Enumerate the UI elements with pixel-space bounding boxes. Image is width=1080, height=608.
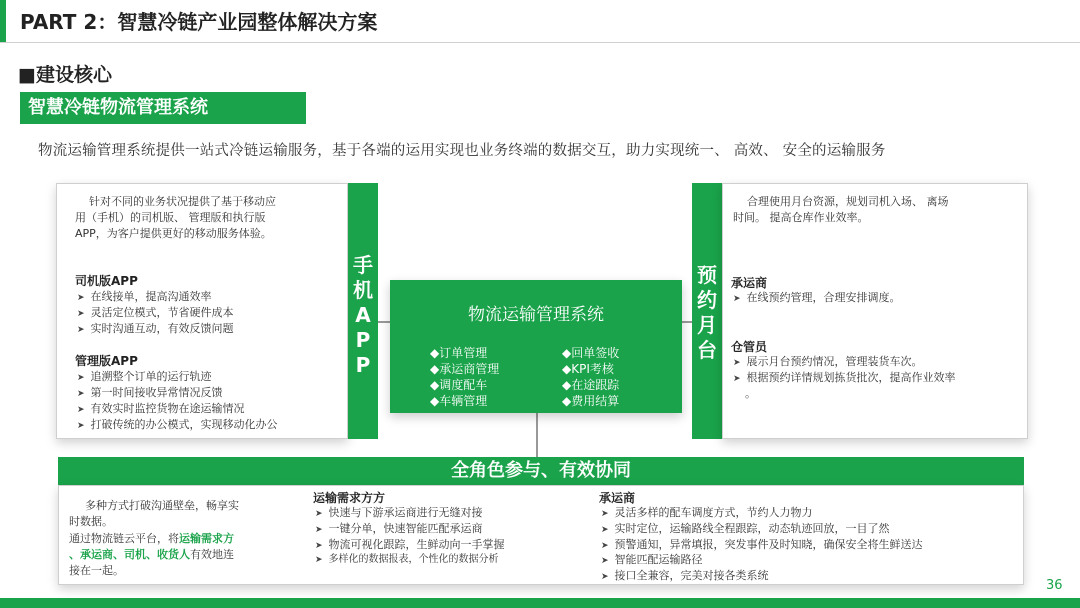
arrow-icon: ➤ bbox=[315, 541, 323, 551]
arrow-icon: ➤ bbox=[77, 405, 85, 415]
section-heading: ■建设核心 bbox=[18, 64, 112, 86]
list-item: ➤ 灵活多样的配车调度方式，节约人力物力 bbox=[601, 506, 813, 519]
header-divider bbox=[0, 42, 1080, 43]
list-item: ➤ 在线预约管理，合理安排调度。 bbox=[733, 291, 901, 304]
dock-desc-line-1: 合理使用月台资源，规划司机入场、 离场 bbox=[747, 195, 949, 208]
arrow-icon: ➤ bbox=[77, 373, 85, 383]
logistics-system-box bbox=[390, 280, 682, 413]
arrow-icon: ➤ bbox=[77, 293, 85, 303]
collaboration-panel bbox=[58, 485, 1024, 585]
shipper-title: 运输需求方方 bbox=[313, 491, 386, 505]
system-label: 智慧冷链物流管理系统 bbox=[20, 92, 306, 124]
feature-item: ◆在途跟踪 bbox=[562, 378, 620, 392]
driver-app-title: 司机版APP bbox=[75, 274, 138, 288]
list-item: ➤ 追溯整个订单的运行轨迹 bbox=[77, 370, 212, 383]
list-item: ➤ 接口全兼容，完美对接各类系统 bbox=[601, 569, 769, 582]
arrow-icon: ➤ bbox=[601, 556, 609, 566]
feature-item: ◆回单签收 bbox=[562, 346, 620, 360]
collab-desc-line-4: 、承运商、司机、收货人有效地连 bbox=[69, 548, 234, 561]
feature-item: ◆承运商管理 bbox=[430, 362, 500, 376]
intro-text: 物流运输管理系统提供一站式冷链运输服务，基于各端的运用实现也业务终端的数据交互，助力实现统一、 高效、 安全的运输服务 bbox=[38, 143, 886, 159]
list-item: ➤ 第一时间接收异常情况反馈 bbox=[77, 386, 223, 399]
list-item: ➤ 快速与下游承运商进行无缝对接 bbox=[315, 506, 483, 519]
arrow-icon: ➤ bbox=[315, 509, 323, 519]
arrow-icon: ➤ bbox=[77, 421, 85, 431]
warehouse-keeper-title: 仓管员 bbox=[731, 340, 768, 354]
list-item: ➤ 灵活定位模式，节省硬件成本 bbox=[77, 306, 234, 319]
dock-desc-line-2: 时间。 提高仓库作业效率。 bbox=[733, 211, 869, 224]
list-item: ➤ 一键分单，快速智能匹配承运商 bbox=[315, 522, 483, 535]
feature-item: ◆KPI考核 bbox=[562, 362, 614, 376]
arrow-icon: ➤ bbox=[77, 325, 85, 335]
arrow-icon: ➤ bbox=[601, 541, 609, 551]
center-title: 物流运输管理系统 bbox=[468, 305, 604, 325]
list-item: ➤ 物流可视化跟踪，生鲜动向一手掌握 bbox=[315, 538, 505, 551]
app-desc-line-1: 针对不同的业务状况提供了基于移动应 bbox=[89, 195, 276, 208]
feature-item: ◆车辆管理 bbox=[430, 394, 488, 408]
app-desc-line-3: APP，为客户提供更好的移动服务体验。 bbox=[75, 227, 272, 240]
dock-booking-panel bbox=[722, 183, 1028, 439]
arrow-icon: ➤ bbox=[77, 389, 85, 399]
arrow-icon: ➤ bbox=[315, 555, 323, 565]
app-desc-line-2: 用（手机）的司机版、 管理版和执行版 bbox=[75, 211, 266, 224]
arrow-icon: ➤ bbox=[733, 358, 741, 368]
connector-left bbox=[378, 321, 390, 323]
collab-desc-line-1: 多种方式打破沟通壁垒，畅享实 bbox=[85, 499, 239, 512]
collab-desc-line-3: 通过物流链云平台，将运输需求方 bbox=[69, 532, 234, 545]
carrier-title: 承运商 bbox=[731, 276, 768, 290]
collab-desc-line-5: 接在一起。 bbox=[69, 564, 124, 577]
list-item: ➤ 智能匹配运输路径 bbox=[601, 553, 703, 566]
feature-item: ◆调度配车 bbox=[430, 378, 488, 392]
feature-item: ◆订单管理 bbox=[430, 346, 488, 360]
list-item: ➤ 有效实时监控货物在途运输情况 bbox=[77, 402, 245, 415]
list-item: ➤ 展示月台预约情况，管理装货车次。 bbox=[733, 355, 923, 368]
collaboration-banner: 全角色参与、有效协同 bbox=[58, 457, 1024, 485]
feature-item: ◆费用结算 bbox=[562, 394, 620, 408]
list-item: ➤ 实时沟通互动，有效反馈问题 bbox=[77, 322, 234, 335]
list-item: ➤ 在线接单，提高沟通效率 bbox=[77, 290, 212, 303]
header-accent-bar bbox=[0, 0, 6, 42]
list-item-tail: 。 bbox=[745, 387, 756, 400]
connector-right bbox=[682, 321, 692, 323]
carrier-title-bottom: 承运商 bbox=[599, 491, 636, 505]
connector-bottom bbox=[536, 413, 538, 457]
arrow-icon: ➤ bbox=[315, 525, 323, 535]
arrow-icon: ➤ bbox=[733, 374, 741, 384]
page-number: 36 bbox=[1046, 578, 1063, 593]
arrow-icon: ➤ bbox=[601, 509, 609, 519]
footer-bar bbox=[0, 598, 1080, 608]
arrow-icon: ➤ bbox=[601, 525, 609, 535]
collab-desc-line-2: 时数据。 bbox=[69, 515, 113, 528]
arrow-icon: ➤ bbox=[77, 309, 85, 319]
arrow-icon: ➤ bbox=[601, 572, 609, 582]
list-item: ➤ 预警通知，异常填报，突发事件及时知晓，确保安全将生鲜送达 bbox=[601, 538, 923, 551]
manager-app-title: 管理版APP bbox=[75, 354, 138, 368]
list-item: ➤ 多样化的数据报表，个性化的数据分析 bbox=[315, 554, 499, 565]
list-item: ➤ 打破传统的办公模式，实现移动化办公 bbox=[77, 418, 278, 431]
arrow-icon: ➤ bbox=[733, 294, 741, 304]
dock-booking-vertical-label: 预 约 月 台 bbox=[692, 183, 722, 439]
mobile-app-panel bbox=[56, 183, 348, 439]
mobile-app-vertical-label: 手 机 A P P bbox=[348, 183, 378, 439]
list-item: ➤ 根据预约详情规划拣货批次，提高作业效率 bbox=[733, 371, 956, 384]
list-item: ➤ 实时定位，运输路线全程跟踪，动态轨迹回放，一目了然 bbox=[601, 522, 890, 535]
page-title: PART 2：智慧冷链产业园整体解决方案 bbox=[20, 10, 378, 34]
